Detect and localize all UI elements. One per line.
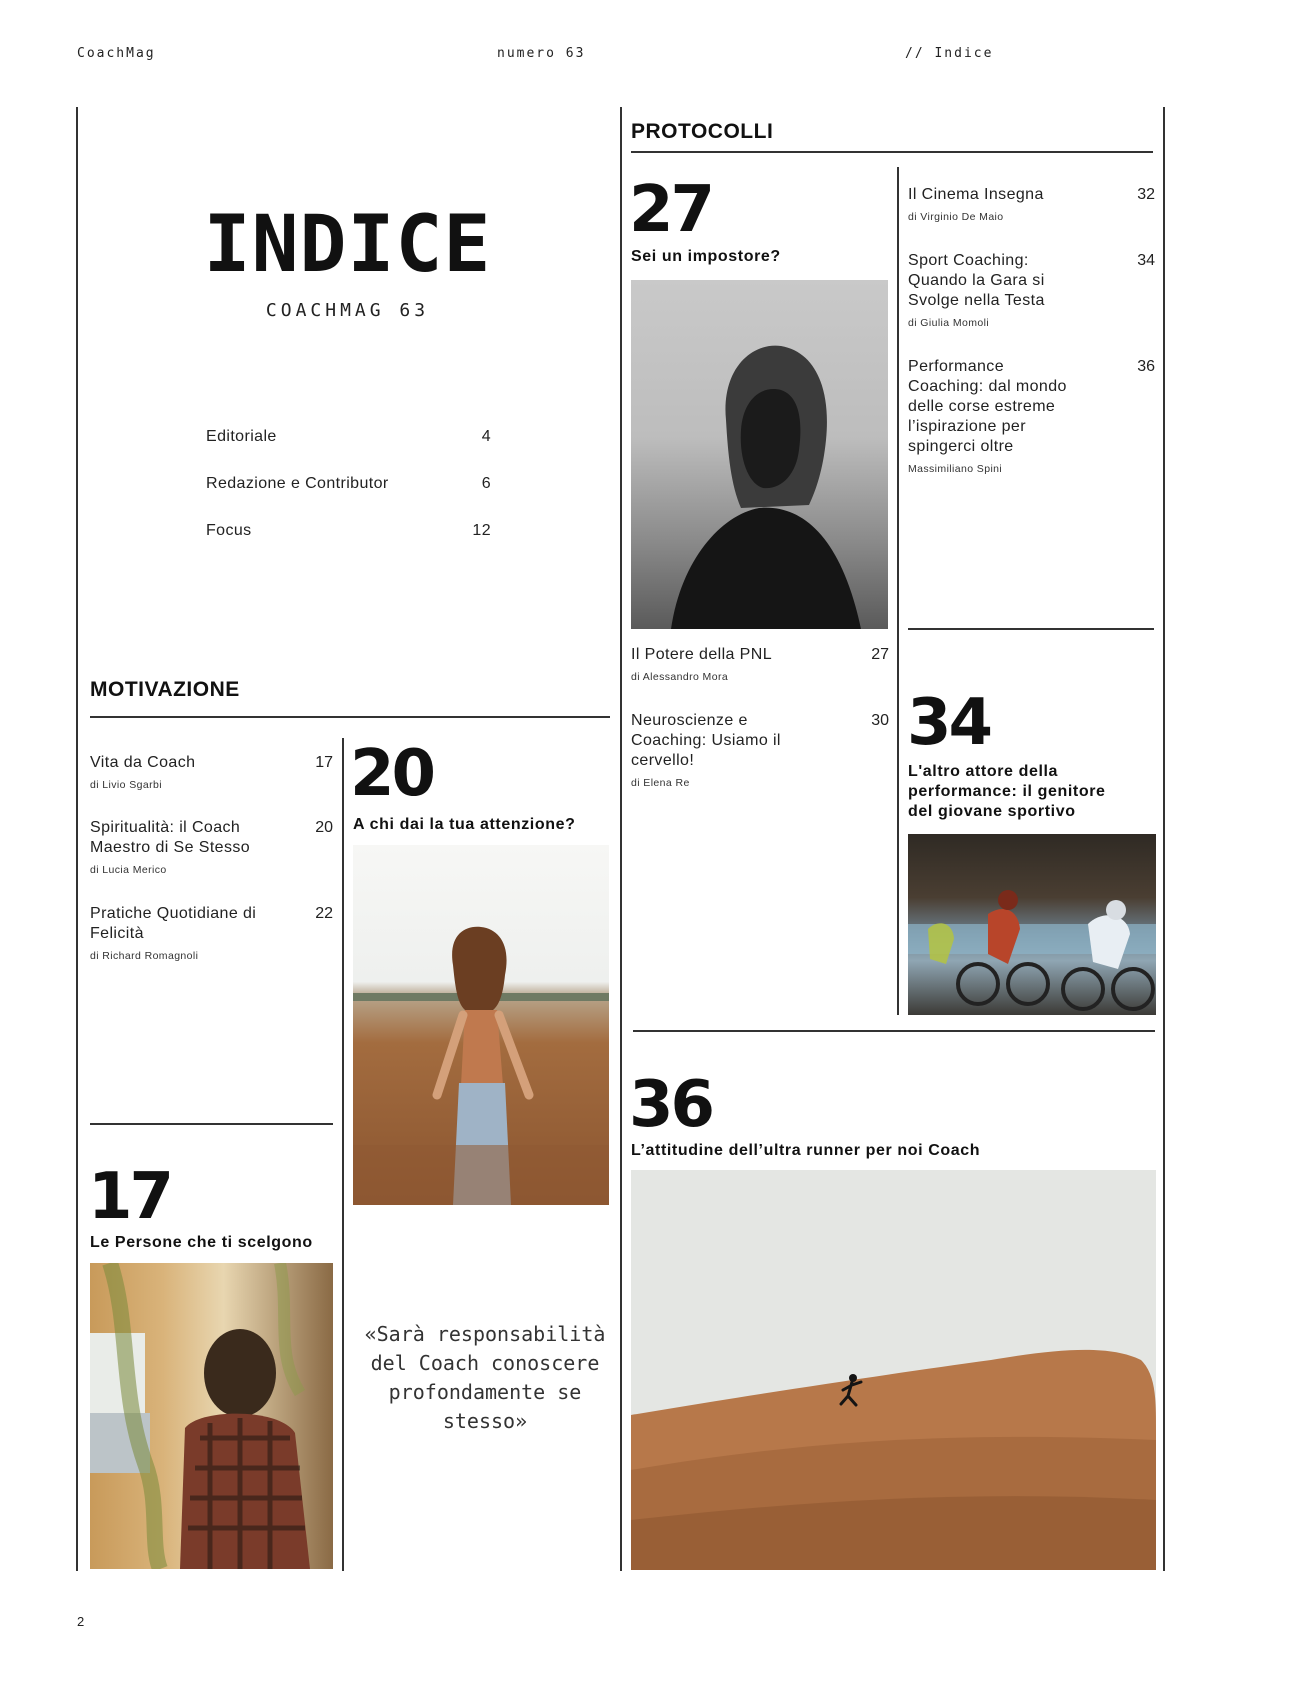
article-title: Sport Coaching: Quando la Gara si Svolge nella Testa (908, 252, 1045, 309)
article-page: 20 (315, 819, 333, 836)
article-entry-spiritualita[interactable] (90, 818, 333, 876)
cyclists-illustration (908, 834, 1156, 1015)
protocolli-heading-rule (631, 151, 1153, 153)
page-subtitle: COACHMAG 63 (265, 300, 430, 321)
page-title: INDICE (203, 200, 492, 290)
article-entry-neuroscienze[interactable] (631, 711, 889, 789)
header-section: // Indice (905, 46, 994, 61)
feature-17-rule (90, 1123, 333, 1125)
feature-caption-27: Sei un impostore? (631, 248, 781, 265)
article-author: di Alessandro Mora (631, 671, 729, 683)
toc-label: Focus (206, 522, 252, 539)
protocolli-inner-rule (897, 167, 899, 1015)
left-column-rule (76, 107, 78, 1571)
center-column-rule (620, 107, 622, 1571)
article-entry-cinema-insegna[interactable] (908, 185, 1155, 223)
feature-image-man-at-computer[interactable] (90, 1263, 333, 1569)
feature-caption-34: L'altro attore della performance: il genitore del giovane sportivo (908, 763, 1106, 820)
feature-36-rule (633, 1030, 1155, 1032)
feature-number-36: 36 (629, 1068, 713, 1142)
article-author: di Lucia Merico (90, 864, 167, 876)
feature-image-ultra-runner-on-dune[interactable] (631, 1170, 1156, 1570)
feature-caption-17: Le Persone che ti scelgono (90, 1234, 313, 1251)
right-column-rule (1163, 107, 1165, 1571)
feature-number-17: 17 (88, 1160, 172, 1234)
article-entry-potere-pnl[interactable] (631, 645, 889, 683)
article-title: Vita da Coach (90, 754, 196, 771)
toc-page: 12 (472, 522, 491, 539)
article-entry-vita-da-coach[interactable] (90, 753, 333, 791)
feature-number-20: 20 (350, 737, 434, 811)
ultra-runner-illustration (631, 1170, 1156, 1570)
article-page: 17 (315, 754, 333, 771)
article-author: Massimiliano Spini (908, 463, 1003, 475)
section-heading-protocolli: PROTOCOLLI (631, 120, 774, 143)
feature-image-hooded-figure[interactable] (631, 280, 888, 629)
article-title: Il Potere della PNL (631, 646, 773, 663)
motivazione-heading-rule (90, 716, 610, 718)
section-heading-motivazione: MOTIVAZIONE (90, 678, 240, 701)
article-page: 36 (1137, 358, 1155, 375)
article-page: 22 (315, 905, 333, 922)
woman-in-field-illustration (353, 845, 609, 1205)
article-entry-pratiche[interactable] (90, 904, 333, 962)
page-number: 2 (77, 1614, 85, 1629)
toc-page: 6 (481, 475, 491, 492)
man-at-computer-illustration (90, 1263, 333, 1569)
article-author: di Richard Romagnoli (90, 950, 199, 962)
article-title: Spiritualità: il Coach Maestro di Se Stesso (90, 819, 251, 856)
toc-item-focus[interactable] (206, 522, 491, 540)
article-title: Pratiche Quotidiane di Felicità (90, 905, 257, 942)
feature-number-27: 27 (629, 173, 713, 247)
feature-number-34: 34 (907, 686, 991, 760)
article-page: 34 (1137, 252, 1155, 269)
header-issue: numero 63 (497, 46, 586, 61)
article-author: di Livio Sgarbi (90, 779, 162, 791)
article-page: 32 (1137, 186, 1155, 203)
article-entry-sport-coaching[interactable] (908, 251, 1155, 329)
article-title: Performance Coaching: dal mondo delle corse estreme l’ispirazione per spingerci oltre (908, 358, 1067, 455)
article-title: Neuroscienze e Coaching: Usiamo il cervello! (631, 712, 781, 769)
toc-label: Redazione e Contributor (206, 475, 389, 492)
article-page: 30 (871, 712, 889, 729)
article-author: di Giulia Momoli (908, 317, 990, 329)
article-author: di Virginio De Maio (908, 211, 1004, 223)
feature-caption-36: L’attitudine dell’ultra runner per noi Coach (631, 1142, 981, 1159)
hooded-figure-illustration (631, 280, 888, 629)
toc-label: Editoriale (206, 428, 277, 445)
pull-quote: «Sarà responsabilità del Coach conoscere profondamente se stesso» (364, 1322, 606, 1433)
motivazione-inner-rule (342, 738, 344, 1571)
header-brand: CoachMag (77, 46, 156, 61)
toc-item-redazione[interactable] (206, 475, 491, 493)
article-title: Il Cinema Insegna (908, 186, 1044, 203)
article-page: 27 (871, 646, 889, 663)
feature-34-rule (908, 628, 1154, 630)
article-entry-performance-coaching[interactable] (908, 357, 1155, 475)
feature-caption-20: A chi dai la tua attenzione? (353, 816, 576, 833)
toc-page: 4 (481, 428, 491, 445)
feature-image-cyclists[interactable] (908, 834, 1156, 1015)
toc-item-editoriale[interactable] (206, 428, 491, 446)
feature-image-woman-in-wheat-field[interactable] (353, 845, 609, 1205)
article-author: di Elena Re (631, 777, 690, 789)
